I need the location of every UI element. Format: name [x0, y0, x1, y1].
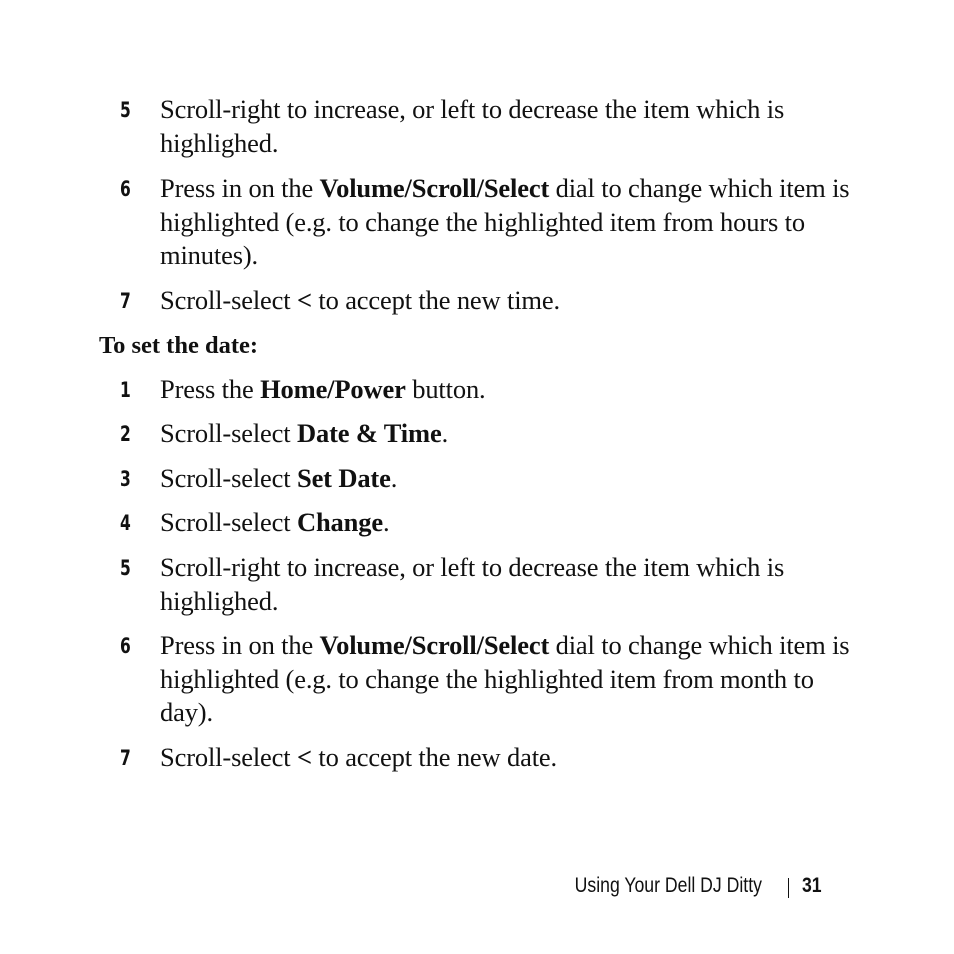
- text-run: Scroll-select: [160, 463, 297, 493]
- text-run: Scroll-select: [160, 418, 297, 448]
- step-text: [160, 373, 850, 407]
- step-number: 6: [120, 177, 131, 201]
- ui-term: <: [296, 285, 312, 315]
- text-run: button.: [405, 374, 486, 404]
- text-run: dial to change which item is highlighted (e.g. to change the highlighted item from month to day).: [160, 630, 850, 727]
- text-run: Scroll-select: [160, 742, 297, 772]
- ui-term: Change: [296, 507, 383, 537]
- step-text: [160, 462, 850, 496]
- text-run: .: [390, 463, 398, 493]
- footer-title: Using Your Dell DJ Ditty: [574, 874, 762, 897]
- page-number: 31: [802, 874, 822, 897]
- text-run: Scroll-select: [160, 285, 297, 315]
- ui-term: Volume/Scroll/Select: [319, 630, 550, 660]
- page-footer: [500, 872, 830, 900]
- step-text: [160, 93, 850, 160]
- ui-term: Volume/Scroll/Select: [319, 173, 550, 203]
- text-run: .: [441, 418, 449, 448]
- footer-divider: [788, 878, 789, 898]
- step-number: 1: [120, 378, 131, 402]
- step-number: 5: [120, 556, 131, 580]
- step-number: 6: [120, 634, 131, 658]
- step-text: [160, 629, 850, 730]
- text-run: to accept the new time.: [311, 285, 560, 315]
- step-text: [160, 506, 850, 540]
- text-run: Press the: [160, 374, 261, 404]
- ui-term: Set Date: [296, 463, 391, 493]
- text-run: Press in on the: [160, 630, 320, 660]
- text-run: Scroll-right to increase, or left to decrease the item which is highlighed.: [160, 94, 785, 158]
- text-run: .: [382, 507, 390, 537]
- step-number: 2: [120, 422, 131, 446]
- ui-term: <: [296, 742, 312, 772]
- step-number: 7: [120, 746, 131, 770]
- step-text: [160, 172, 850, 273]
- step-text: [160, 551, 850, 618]
- step-text: [160, 284, 850, 318]
- step-number: 4: [120, 511, 131, 535]
- step-number: 7: [120, 289, 131, 313]
- section-heading: To set the date:: [99, 332, 259, 359]
- text-run: dial to change which item is highlighted (e.g. to change the highlighted item from hours to minutes).: [160, 173, 850, 270]
- step-number: 3: [120, 467, 131, 491]
- text-run: Press in on the: [160, 173, 320, 203]
- text-run: Scroll-right to increase, or left to decrease the item which is highlighed.: [160, 552, 785, 616]
- text-run: to accept the new date.: [311, 742, 558, 772]
- ui-term: Date & Time: [296, 418, 442, 448]
- ui-term: Home/Power: [260, 374, 406, 404]
- step-text: [160, 741, 850, 775]
- step-text: [160, 417, 850, 451]
- text-run: Scroll-select: [160, 507, 297, 537]
- step-number: 5: [120, 98, 131, 122]
